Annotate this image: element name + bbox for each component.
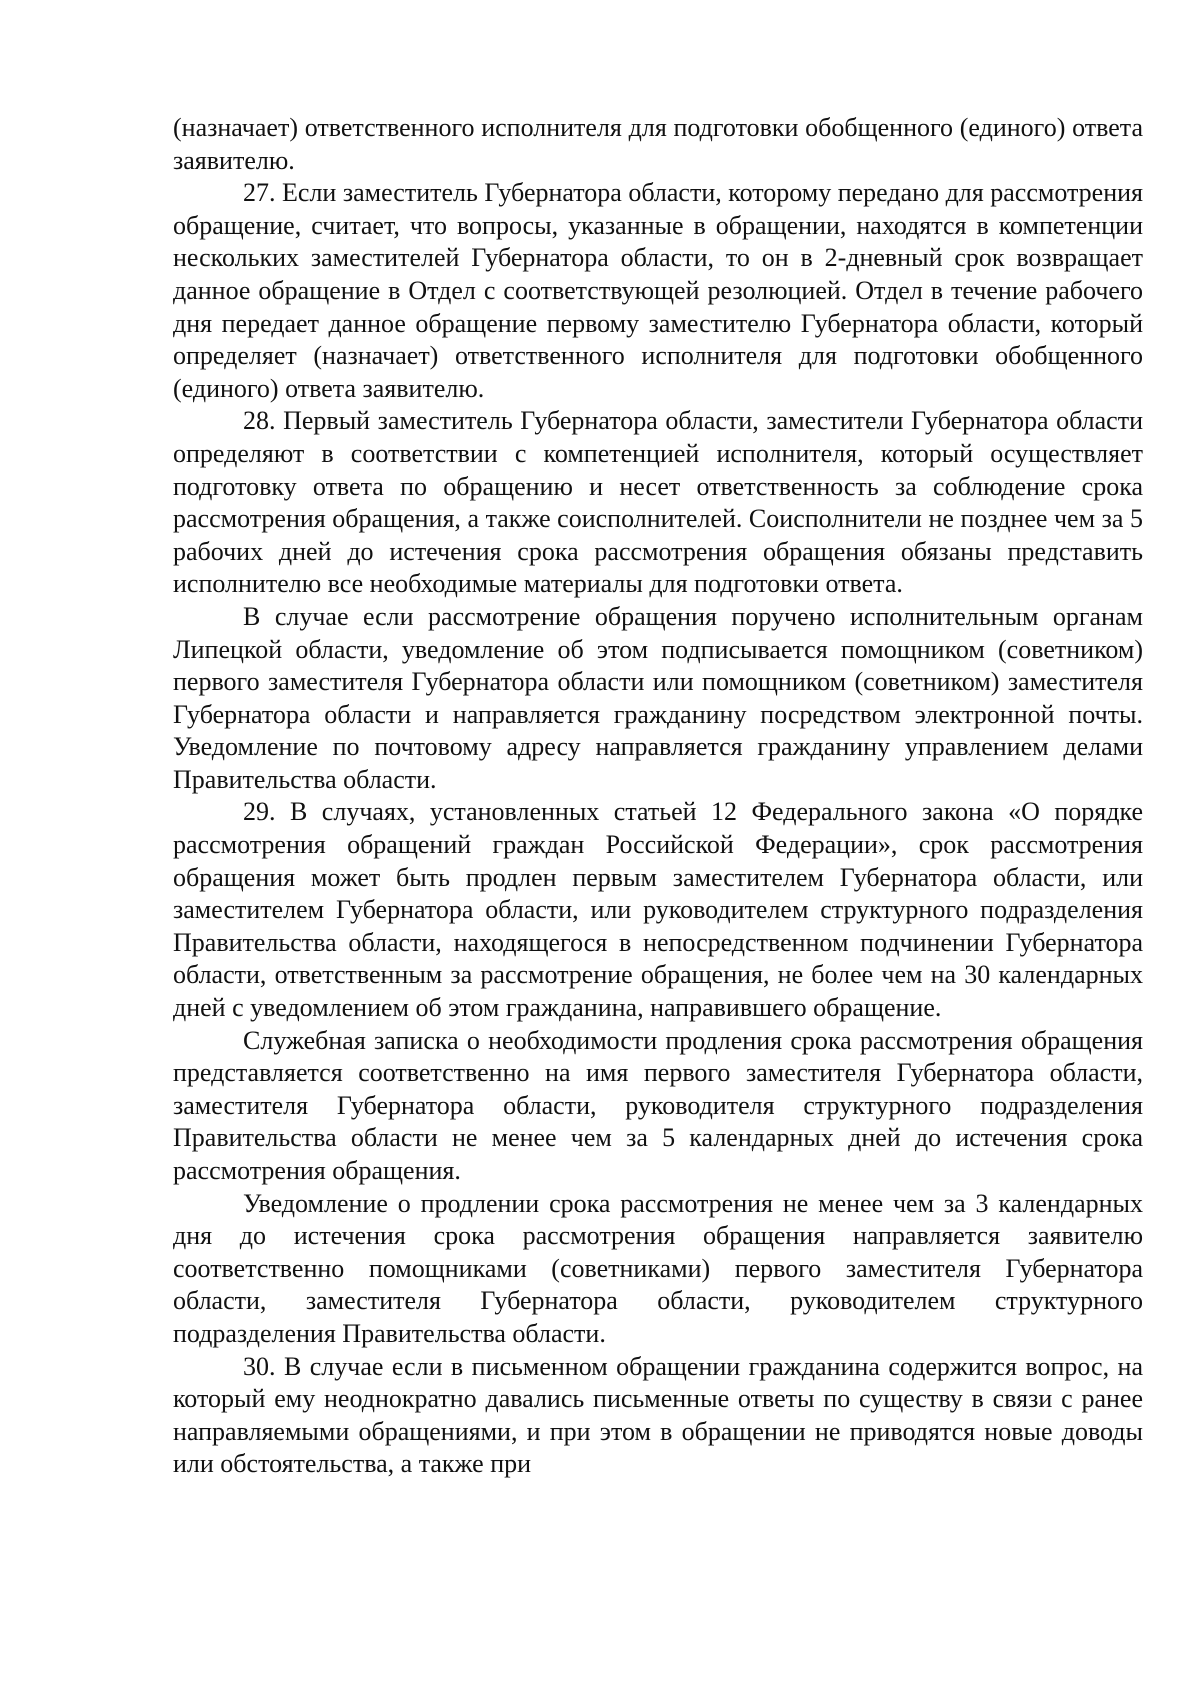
paragraph-item-28: 28. Первый заместитель Губернатора области, заместители Губернатора области определяют в соответствии с компетенцией исполнителя, который осуществляет подготовку ответа по обращению и несет ответственность за соблюдение срока рассмотрения обращения, а также соисполнителей. Соисполнители не позднее чем за 5 рабочих дней до истечения срока рассмотрения обращения обязаны представить исполнителю все необходимые материалы для подготовки ответа. bbox=[173, 406, 1143, 599]
document-body bbox=[173, 112, 1143, 1481]
paragraph-item-29-notice: Уведомление о продлении срока рассмотрения не менее чем за 3 календарных дня до истечения срока рассмотрения обращения направляется заявителю соответственно помощниками (советниками) первого заместителя Губернатора области, заместителя Губернатора области, руководителем структурного подразделения Правительства области. bbox=[173, 1188, 1143, 1348]
paragraph-continuation: (назначает) ответственного исполнителя для подготовки обобщенного (единого) ответа заявителю. bbox=[173, 113, 1143, 175]
paragraph-item-29-memo: Служебная записка о необходимости продления срока рассмотрения обращения представляется соответственно на имя первого заместителя Губернатора области, заместителя Губернатора области, руководителя структурного подразделения Правительства области не менее чем за 5 календарных дней до истечения срока рассмотрения обращения. bbox=[173, 1025, 1143, 1185]
paragraph-item-27: 27. Если заместитель Губернатора области, которому передано для рассмотрения обращение, считает, что вопросы, указанные в обращении, находятся в компетенции нескольких заместителей Губернатора области, то он в 2-дневный срок возвращает данное обращение в Отдел с соответствующей резолюцией. Отдел в течение рабочего дня передает данное обращение первому заместителю Губернатора области, который определяет (назначает) ответственного исполнителя для подготовки обобщенного (единого) ответа заявителю. bbox=[173, 178, 1143, 403]
paragraph-item-30: 30. В случае если в письменном обращении гражданина содержится вопрос, на который ему неоднократно давались письменные ответы по существу в связи с ранее направляемыми обращениями, и при этом в обращении не приводятся новые доводы или обстоятельства, а также при bbox=[173, 1351, 1143, 1479]
paragraph-item-28-notification: В случае если рассмотрение обращения поручено исполнительным органам Липецкой области, уведомление об этом подписывается помощником (советником) первого заместителя Губернатора области или помощником (советником) заместителя Губернатора области и направляется гражданину посредством электронной почты. Уведомление по почтовому адресу направляется гражданину управлением делами Правительства области. bbox=[173, 601, 1143, 794]
paragraph-item-29: 29. В случаях, установленных статьей 12 Федерального закона «О порядке рассмотрения обращений граждан Российской Федерации», срок рассмотрения обращения может быть продлен первым заместителем Губернатора области, или заместителем Губернатора области, или руководителем структурного подразделения Правительства области, находящегося в непосредственном подчинении Губернатора области, ответственным за рассмотрение обращения, не более чем на 30 календарных дней с уведомлением об этом гражданина, направившего обращение. bbox=[173, 797, 1143, 1023]
